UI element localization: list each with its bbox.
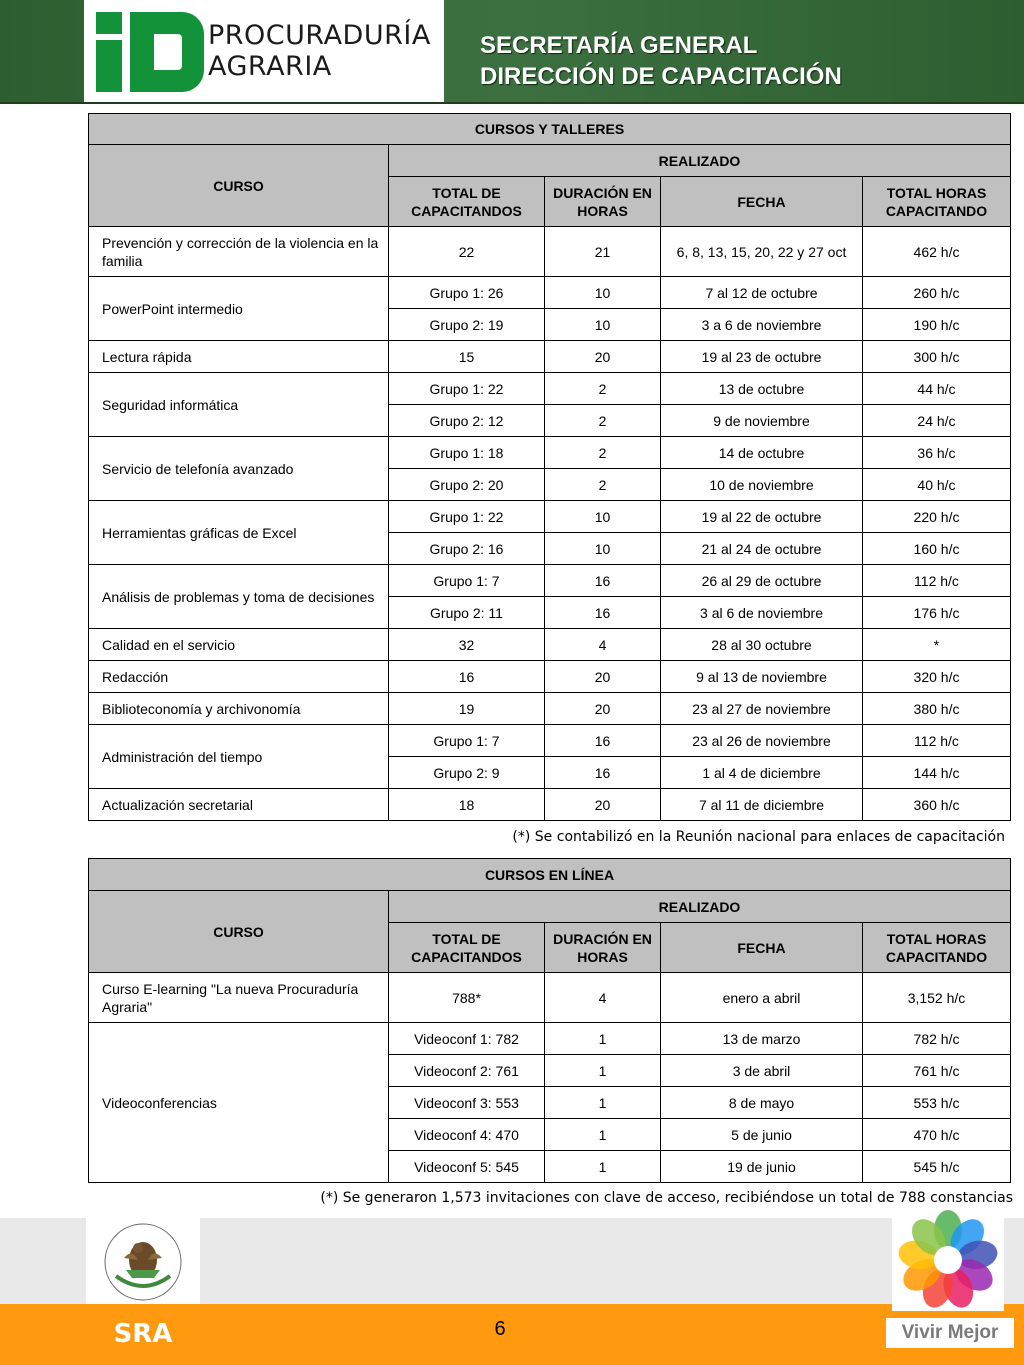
duracion-cell: 1	[545, 1055, 661, 1087]
col-total-header: TOTAL DE CAPACITANDOS	[389, 923, 545, 973]
course-name-cell: Actualización secretarial	[89, 789, 389, 821]
total-cell: Grupo 1: 22	[389, 501, 545, 533]
duracion-cell: 2	[545, 437, 661, 469]
table-row	[89, 501, 1011, 533]
total-cell: Grupo 1: 22	[389, 373, 545, 405]
table-row	[89, 227, 1011, 277]
total-cell: Grupo 2: 12	[389, 405, 545, 437]
fecha-cell: 19 al 23 de octubre	[661, 341, 863, 373]
fecha-cell: 1 al 4 de diciembre	[661, 757, 863, 789]
duracion-cell: 20	[545, 693, 661, 725]
duracion-cell: 1	[545, 1151, 661, 1183]
course-name-cell: Videoconferencias	[89, 1023, 389, 1183]
total-cell: 16	[389, 661, 545, 693]
table-row	[89, 565, 1011, 597]
duracion-cell: 10	[545, 533, 661, 565]
page-title	[480, 30, 842, 92]
logo-line1: PROCURADURÍA	[208, 20, 431, 51]
duracion-cell: 1	[545, 1023, 661, 1055]
flower-icon	[892, 1208, 1004, 1311]
horas-cell: 3,152 h/c	[863, 973, 1011, 1023]
duracion-cell: 16	[545, 757, 661, 789]
course-name-cell: Herramientas gráficas de Excel	[89, 501, 389, 565]
total-cell: 15	[389, 341, 545, 373]
logo-wordmark	[208, 20, 431, 82]
total-cell: Videoconf 1: 782	[389, 1023, 545, 1055]
total-cell: 788*	[389, 973, 545, 1023]
fecha-cell: 14 de octubre	[661, 437, 863, 469]
fecha-cell: 19 de junio	[661, 1151, 863, 1183]
duracion-cell: 10	[545, 277, 661, 309]
total-cell: Grupo 1: 18	[389, 437, 545, 469]
table-row	[89, 341, 1011, 373]
course-name-cell: Análisis de problemas y toma de decisiones	[89, 565, 389, 629]
horas-cell: 144 h/c	[863, 757, 1011, 789]
duracion-cell: 20	[545, 661, 661, 693]
fecha-cell: 3 al 6 de noviembre	[661, 597, 863, 629]
fecha-cell: 23 al 26 de noviembre	[661, 725, 863, 757]
course-name-cell: Seguridad informática	[89, 373, 389, 437]
course-name-cell: Servicio de telefonía avanzado	[89, 437, 389, 501]
course-name-cell: Administración del tiempo	[89, 725, 389, 789]
total-cell: Grupo 2: 19	[389, 309, 545, 341]
total-cell: 32	[389, 629, 545, 661]
total-cell: Videoconf 4: 470	[389, 1119, 545, 1151]
course-name-cell: Lectura rápida	[89, 341, 389, 373]
total-cell: Videoconf 3: 553	[389, 1087, 545, 1119]
col-fecha-header: FECHA	[661, 923, 863, 973]
table-title: CURSOS Y TALLERES	[89, 114, 1011, 145]
horas-cell: 300 h/c	[863, 341, 1011, 373]
fecha-cell: 26 al 29 de octubre	[661, 565, 863, 597]
col-fecha-header: FECHA	[661, 177, 863, 227]
course-name-cell: PowerPoint intermedio	[89, 277, 389, 341]
fecha-cell: 13 de marzo	[661, 1023, 863, 1055]
duracion-cell: 20	[545, 341, 661, 373]
total-cell: Grupo 2: 9	[389, 757, 545, 789]
duracion-cell: 1	[545, 1119, 661, 1151]
total-cell: Grupo 1: 7	[389, 725, 545, 757]
table-title: CURSOS EN LÍNEA	[89, 859, 1011, 891]
footer	[0, 1218, 1024, 1365]
fecha-cell: 3 de abril	[661, 1055, 863, 1087]
fecha-cell: 10 de noviembre	[661, 469, 863, 501]
duracion-cell: 21	[545, 227, 661, 277]
horas-cell: 553 h/c	[863, 1087, 1011, 1119]
col-realizado-header: REALIZADO	[389, 145, 1011, 177]
duracion-cell: 10	[545, 501, 661, 533]
horas-cell: 176 h/c	[863, 597, 1011, 629]
cursos-en-linea-table	[88, 858, 1011, 1183]
table2-footnote: (*) Se generaron 1,573 invitaciones con clave de acceso, recibiéndose un total de 788 constancias	[320, 1190, 1013, 1206]
total-cell: Videoconf 5: 545	[389, 1151, 545, 1183]
course-name-cell: Curso E-learning "La nueva Procuraduría Agraria"	[89, 973, 389, 1023]
col-duracion-header: DURACIÓN EN HORAS	[545, 177, 661, 227]
table-row	[89, 437, 1011, 469]
horas-cell: 260 h/c	[863, 277, 1011, 309]
horas-cell: 44 h/c	[863, 373, 1011, 405]
horas-cell: 40 h/c	[863, 469, 1011, 501]
horas-cell: 360 h/c	[863, 789, 1011, 821]
title-line2: DIRECCIÓN DE CAPACITACIÓN	[480, 63, 842, 90]
logo-line2: AGRARIA	[208, 51, 332, 82]
col-curso-header: CURSO	[89, 145, 389, 227]
vivir-mejor-label: Vivir Mejor	[886, 1318, 1014, 1348]
duracion-cell: 16	[545, 725, 661, 757]
fecha-cell: 23 al 27 de noviembre	[661, 693, 863, 725]
table-row	[89, 661, 1011, 693]
total-cell: Grupo 1: 7	[389, 565, 545, 597]
horas-cell: 320 h/c	[863, 661, 1011, 693]
table-row	[89, 373, 1011, 405]
total-cell: 18	[389, 789, 545, 821]
fecha-cell: 7 al 12 de octubre	[661, 277, 863, 309]
table-row	[89, 277, 1011, 309]
duracion-cell: 10	[545, 309, 661, 341]
fecha-cell: 8 de mayo	[661, 1087, 863, 1119]
sra-label: SRA	[86, 1304, 200, 1365]
horas-cell: 380 h/c	[863, 693, 1011, 725]
duracion-cell: 4	[545, 629, 661, 661]
horas-cell: 761 h/c	[863, 1055, 1011, 1087]
duracion-cell: 2	[545, 405, 661, 437]
duracion-cell: 2	[545, 469, 661, 501]
mexico-seal-icon	[86, 1218, 200, 1304]
pa-logo-icon	[96, 12, 204, 92]
total-cell: Grupo 2: 11	[389, 597, 545, 629]
fecha-cell: 3 a 6 de noviembre	[661, 309, 863, 341]
duracion-cell: 16	[545, 597, 661, 629]
table-row	[89, 973, 1011, 1023]
col-duracion-header: DURACIÓN EN HORAS	[545, 923, 661, 973]
table1-footnote: (*) Se contabilizó en la Reunión nacional para enlaces de capacitación	[512, 829, 1005, 845]
header-bar	[0, 0, 1024, 104]
fecha-cell: 21 al 24 de octubre	[661, 533, 863, 565]
duracion-cell: 4	[545, 973, 661, 1023]
fecha-cell: enero a abril	[661, 973, 863, 1023]
col-curso-header: CURSO	[89, 891, 389, 973]
page-number: 6	[494, 1318, 506, 1340]
table-row	[89, 725, 1011, 757]
sra-logo	[86, 1218, 200, 1365]
total-cell: Grupo 2: 20	[389, 469, 545, 501]
course-name-cell: Biblioteconomía y archivonomía	[89, 693, 389, 725]
col-realizado-header: REALIZADO	[389, 891, 1011, 923]
fecha-cell: 9 al 13 de noviembre	[661, 661, 863, 693]
total-cell: 19	[389, 693, 545, 725]
horas-cell: 24 h/c	[863, 405, 1011, 437]
fecha-cell: 19 al 22 de octubre	[661, 501, 863, 533]
table-row	[89, 789, 1011, 821]
horas-cell: 112 h/c	[863, 565, 1011, 597]
fecha-cell: 7 al 11 de diciembre	[661, 789, 863, 821]
col-total-header: TOTAL DE CAPACITANDOS	[389, 177, 545, 227]
fecha-cell: 5 de junio	[661, 1119, 863, 1151]
table-row	[89, 629, 1011, 661]
procuraduria-logo	[84, 0, 444, 102]
total-cell: Grupo 1: 26	[389, 277, 545, 309]
course-name-cell: Calidad en el servicio	[89, 629, 389, 661]
duracion-cell: 2	[545, 373, 661, 405]
fecha-cell: 28 al 30 octubre	[661, 629, 863, 661]
duracion-cell: 20	[545, 789, 661, 821]
total-cell: 22	[389, 227, 545, 277]
duracion-cell: 1	[545, 1087, 661, 1119]
course-name-cell: Prevención y corrección de la violencia en la familia	[89, 227, 389, 277]
table-row	[89, 693, 1011, 725]
horas-cell: 112 h/c	[863, 725, 1011, 757]
total-cell: Videoconf 2: 761	[389, 1055, 545, 1087]
vivir-mejor-logo	[892, 1208, 1004, 1311]
horas-cell: 782 h/c	[863, 1023, 1011, 1055]
fecha-cell: 6, 8, 13, 15, 20, 22 y 27 oct	[661, 227, 863, 277]
col-horas-header: TOTAL HORAS CAPACITANDO	[863, 177, 1011, 227]
table-row	[89, 1023, 1011, 1055]
horas-cell: 160 h/c	[863, 533, 1011, 565]
horas-cell: 470 h/c	[863, 1119, 1011, 1151]
course-name-cell: Redacción	[89, 661, 389, 693]
duracion-cell: 16	[545, 565, 661, 597]
cursos-talleres-table	[88, 113, 1011, 821]
title-line1: SECRETARÍA GENERAL	[480, 32, 758, 59]
horas-cell: 545 h/c	[863, 1151, 1011, 1183]
fecha-cell: 13 de octubre	[661, 373, 863, 405]
horas-cell: 190 h/c	[863, 309, 1011, 341]
horas-cell: 220 h/c	[863, 501, 1011, 533]
total-cell: Grupo 2: 16	[389, 533, 545, 565]
fecha-cell: 9 de noviembre	[661, 405, 863, 437]
horas-cell: 36 h/c	[863, 437, 1011, 469]
horas-cell: *	[863, 629, 1011, 661]
col-horas-header: TOTAL HORAS CAPACITANDO	[863, 923, 1011, 973]
horas-cell: 462 h/c	[863, 227, 1011, 277]
